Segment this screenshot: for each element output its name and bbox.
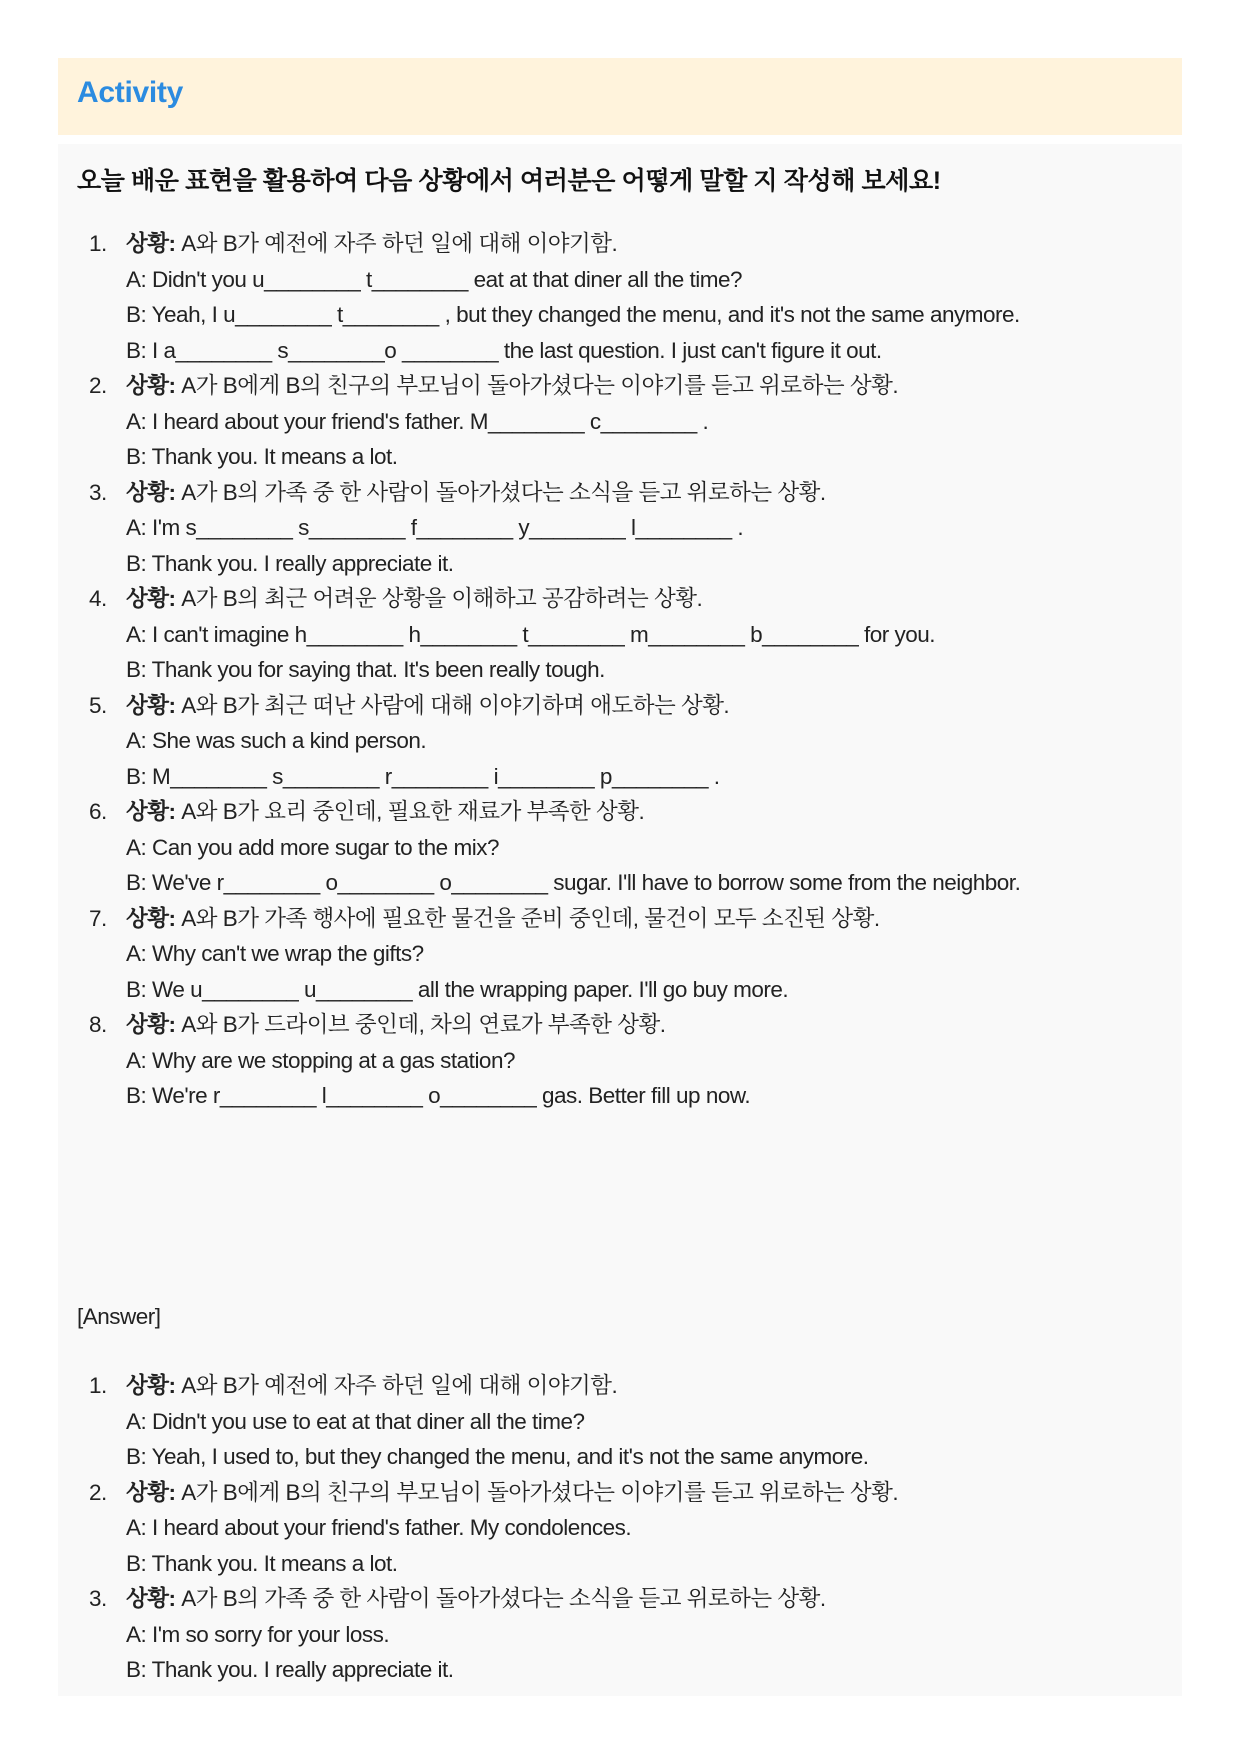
- answer-label: [Answer]: [77, 1304, 161, 1329]
- dialogue-line: A: Why can't we wrap the gifts?: [126, 941, 424, 966]
- situation: [126, 226, 1167, 262]
- question-item: [77, 794, 1167, 901]
- dialogue-line: B: Thank you. I really appreciate it.: [126, 1657, 454, 1682]
- situation-text: A와 B가 가족 행사에 필요한 물건을 준비 중인데, 물건이 모두 소진된 상황.: [181, 905, 880, 931]
- dialogue-line: A: Didn't you u________ t________ eat at that diner all the time?: [126, 266, 743, 292]
- activity-panel: [58, 144, 1182, 1696]
- dialogue-line: B: Thank you. It means a lot.: [126, 444, 398, 469]
- dialogue-line: A: I heard about your friend's father. M________ c________ .: [126, 408, 709, 434]
- situation-text: A와 B가 예전에 자주 하던 일에 대해 이야기함.: [181, 231, 618, 256]
- dialogue-line: A: I can't imagine h________ h________ t________ m________ b________ for you.: [126, 621, 935, 647]
- question-item: [77, 901, 1167, 1008]
- question-item: [77, 1007, 1167, 1114]
- dialogue-line: A: I'm s________ s________ f________ y________ l________ .: [126, 515, 744, 540]
- dialogue-line: A: I heard about your friend's father. My condolences.: [126, 1515, 632, 1540]
- item-number: 6.: [89, 799, 107, 824]
- situation-label: 상황:: [126, 479, 176, 505]
- answer-item: [77, 1581, 1167, 1688]
- situation-label: 상황:: [126, 1373, 176, 1398]
- situation: [126, 368, 1167, 404]
- situation: [126, 794, 1167, 830]
- question-item: [77, 368, 1167, 475]
- answer-list: [77, 1368, 1167, 1688]
- answer-item: [77, 1368, 1167, 1475]
- item-number: 2.: [89, 1479, 107, 1505]
- situation-text: A와 B가 최근 떠난 사람에 대해 이야기하며 애도하는 상황.: [181, 692, 730, 718]
- situation-text: A가 B의 가족 중 한 사람이 돌아가셨다는 소식을 듣고 위로하는 상황.: [181, 479, 826, 505]
- dialogue-line: A: I'm so sorry for your loss.: [126, 1621, 390, 1647]
- question-item: [77, 688, 1167, 795]
- situation-label: 상황:: [126, 373, 176, 398]
- situation-label: 상황:: [126, 1586, 176, 1611]
- item-number: 8.: [89, 1012, 107, 1037]
- dialogue-line: A: Didn't you use to eat at that diner all the time?: [126, 1408, 585, 1434]
- item-number: 1.: [89, 231, 107, 256]
- dialogue-line: B: We're r________ l________ o________ gas. Better fill up now.: [126, 1083, 751, 1108]
- situation-text: A와 B가 드라이브 중인데, 차의 연료가 부족한 상황.: [181, 1012, 666, 1037]
- situation: [126, 1368, 1167, 1404]
- item-number: 7.: [89, 905, 107, 931]
- dialogue-line: B: I a________ s________o ________ the last question. I just can't figure it out.: [126, 337, 882, 363]
- situation-label: 상황:: [126, 231, 176, 256]
- situation: [126, 1475, 1167, 1511]
- situation: [126, 475, 1167, 511]
- situation: [126, 901, 1167, 937]
- question-item: [77, 581, 1167, 688]
- question-item: [77, 475, 1167, 582]
- item-number: 1.: [89, 1373, 107, 1398]
- dialogue-line: B: Thank you. It means a lot.: [126, 1550, 398, 1576]
- situation: [126, 688, 1167, 724]
- situation: [126, 1581, 1167, 1617]
- dialogue-line: A: Why are we stopping at a gas station?: [126, 1047, 515, 1073]
- dialogue-line: B: We've r________ o________ o________ sugar. I'll have to borrow some from the neighbor.: [126, 870, 1021, 895]
- dialogue-line: A: Can you add more sugar to the mix?: [126, 834, 499, 860]
- item-number: 3.: [89, 479, 107, 505]
- situation-text: A가 B에게 B의 친구의 부모님이 돌아가셨다는 이야기를 듣고 위로하는 상황.: [181, 1479, 899, 1505]
- situation: [126, 581, 1167, 617]
- item-number: 2.: [89, 373, 107, 398]
- item-number: 5.: [89, 692, 107, 718]
- situation-text: A가 B의 가족 중 한 사람이 돌아가셨다는 소식을 듣고 위로하는 상황.: [181, 1586, 826, 1611]
- question-list: [77, 226, 1167, 1114]
- activity-header: [58, 58, 1182, 135]
- instruction: 오늘 배운 표현을 활용하여 다음 상황에서 여러분은 어떻게 말할 지 작성해 보세요!: [77, 167, 941, 195]
- item-number: 4.: [89, 586, 107, 611]
- dialogue-line: B: Yeah, I used to, but they changed the menu, and it's not the same anymore.: [126, 1444, 869, 1469]
- question-item: [77, 226, 1167, 368]
- situation-label: 상황:: [126, 1012, 176, 1037]
- dialogue-line: B: M________ s________ r________ i________ p________ .: [126, 763, 720, 789]
- situation-text: A와 B가 예전에 자주 하던 일에 대해 이야기함.: [181, 1373, 618, 1398]
- activity-title: Activity: [77, 76, 183, 109]
- situation-label: 상황:: [126, 586, 176, 611]
- dialogue-line: B: Yeah, I u________ t________ , but they changed the menu, and it's not the same anymore.: [126, 302, 1020, 327]
- answer-item: [77, 1475, 1167, 1582]
- situation-label: 상황:: [126, 692, 176, 718]
- dialogue-line: B: Thank you for saying that. It's been really tough.: [126, 657, 605, 682]
- situation-label: 상황:: [126, 1479, 176, 1505]
- dialogue-line: B: We u________ u________ all the wrapping paper. I'll go buy more.: [126, 976, 789, 1002]
- item-number: 3.: [89, 1586, 107, 1611]
- dialogue-line: B: Thank you. I really appreciate it.: [126, 550, 454, 576]
- situation: [126, 1007, 1167, 1043]
- situation-label: 상황:: [126, 799, 176, 824]
- dialogue-line: A: She was such a kind person.: [126, 728, 427, 753]
- situation-text: A와 B가 요리 중인데, 필요한 재료가 부족한 상황.: [181, 799, 645, 824]
- situation-label: 상황:: [126, 905, 176, 931]
- situation-text: A가 B에게 B의 친구의 부모님이 돌아가셨다는 이야기를 듣고 위로하는 상황.: [181, 373, 899, 398]
- situation-text: A가 B의 최근 어려운 상황을 이해하고 공감하려는 상황.: [181, 586, 703, 611]
